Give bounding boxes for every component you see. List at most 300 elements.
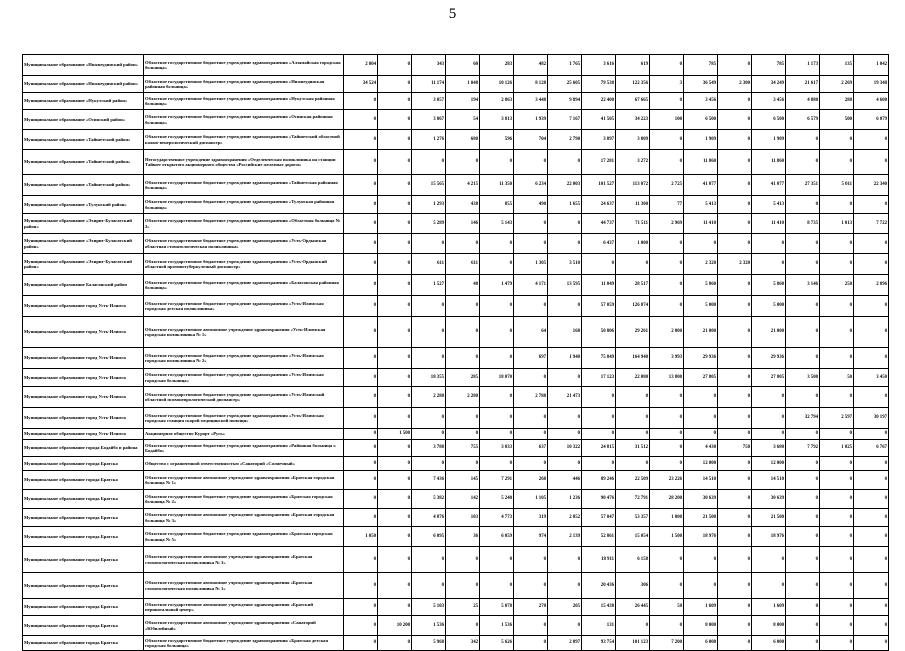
value-cell: 2 280 xyxy=(412,387,446,408)
value-cell: 0 xyxy=(378,509,412,527)
value-cell: 1 655 xyxy=(548,196,582,214)
value-cell: 3 146 xyxy=(786,275,820,296)
value-cell: 0 xyxy=(854,429,889,440)
value-cell: 0 xyxy=(514,547,548,573)
value-cell: 4 600 xyxy=(854,93,889,110)
value-cell: 5 000 xyxy=(684,296,718,317)
value-cell: 1 293 xyxy=(412,196,446,214)
organization-cell: Областное государственное бюджетное учреждение здравоохранения «Братская городская больница № 2» xyxy=(144,490,344,509)
value-cell: 0 xyxy=(650,573,684,599)
municipality-cell: Муниципальное образование города Братска xyxy=(23,471,144,490)
municipality-cell: Муниципальное образование города Братска xyxy=(23,490,144,509)
value-cell: 0 xyxy=(344,369,378,387)
value-cell: 0 xyxy=(480,234,514,254)
value-cell: 14 510 xyxy=(684,471,718,490)
value-cell: 11 049 xyxy=(582,275,616,296)
value-cell: 6 059 xyxy=(480,527,514,547)
value-cell: 1 025 xyxy=(820,440,854,457)
municipality-cell: Муниципальное образование города Братска xyxy=(23,573,144,599)
value-cell: 22 400 xyxy=(582,93,616,110)
value-cell: 342 xyxy=(446,636,480,651)
value-cell: 0 xyxy=(548,296,582,317)
value-cell: 0 xyxy=(412,234,446,254)
value-cell: 41 505 xyxy=(582,110,616,130)
value-cell: 0 xyxy=(786,527,820,547)
value-cell: 0 xyxy=(514,369,548,387)
value-cell: 5 413 xyxy=(684,196,718,214)
value-cell: 0 xyxy=(820,296,854,317)
value-cell: 1 050 xyxy=(344,527,378,547)
value-cell: 122 356 xyxy=(616,76,650,93)
value-cell: 0 xyxy=(548,150,582,175)
value-cell: 24 815 xyxy=(582,440,616,457)
value-cell: 0 xyxy=(412,317,446,348)
value-cell: 0 xyxy=(718,130,752,150)
value-cell: 0 xyxy=(752,254,786,275)
value-cell: 79 538 xyxy=(582,76,616,93)
value-cell: 0 xyxy=(786,573,820,599)
value-cell: 34 249 xyxy=(752,76,786,93)
value-cell: 29 936 xyxy=(752,348,786,369)
value-cell: 6 500 xyxy=(684,110,718,130)
value-cell: 3 616 xyxy=(582,55,616,76)
value-cell: 0 xyxy=(344,471,378,490)
value-cell: 637 xyxy=(514,440,548,457)
value-cell: 343 xyxy=(412,55,446,76)
value-cell: 0 xyxy=(718,348,752,369)
value-cell: 0 xyxy=(650,616,684,636)
table-row xyxy=(23,150,889,175)
value-cell: 0 xyxy=(718,196,752,214)
value-cell: 34 524 xyxy=(344,76,378,93)
value-cell: 18 911 xyxy=(582,547,616,573)
value-cell: 4 876 xyxy=(412,509,446,527)
value-cell: 0 xyxy=(582,457,616,471)
value-cell: 0 xyxy=(786,547,820,573)
value-cell: 0 xyxy=(820,636,854,651)
value-cell: 0 xyxy=(344,196,378,214)
value-cell: 142 xyxy=(446,490,480,509)
value-cell: 785 xyxy=(684,55,718,76)
value-cell: 5 968 xyxy=(412,636,446,651)
value-cell: 0 xyxy=(718,296,752,317)
value-cell: 0 xyxy=(412,408,446,429)
value-cell: 32 794 xyxy=(786,408,820,429)
value-cell: 0 xyxy=(786,636,820,651)
value-cell: 2 300 xyxy=(718,76,752,93)
value-cell: 0 xyxy=(412,348,446,369)
value-cell: 11 300 xyxy=(616,196,650,214)
municipality-cell: Муниципальное образование города Братска xyxy=(23,457,144,471)
value-cell: 2 597 xyxy=(820,408,854,429)
value-cell: 0 xyxy=(412,150,446,175)
organization-cell: Негосударственное учреждение здравоохранения «Отделенческая поликлиника на станции Тайшет открытого акционерного общества «Российские железные дороги» xyxy=(144,150,344,175)
value-cell: 0 xyxy=(480,348,514,369)
value-cell: 306 xyxy=(616,573,650,599)
value-cell: 0 xyxy=(548,408,582,429)
organization-cell: Областное государственное бюджетное учреждение здравоохранения «Усть-Илимская городская больница» xyxy=(144,369,344,387)
value-cell: 0 xyxy=(854,457,889,471)
table-row xyxy=(23,573,889,599)
value-cell: 0 xyxy=(514,616,548,636)
value-cell: 0 xyxy=(650,254,684,275)
municipality-cell: Муниципальное образование город Усть-Илимск xyxy=(23,387,144,408)
value-cell: 5 413 xyxy=(752,196,786,214)
value-cell: 285 xyxy=(446,369,480,387)
value-cell: 0 xyxy=(378,408,412,429)
value-cell: 13 800 xyxy=(650,369,684,387)
value-cell: 27 805 xyxy=(752,369,786,387)
value-cell: 205 xyxy=(548,599,582,616)
municipality-cell: Муниципальное образование город Усть-Илимск xyxy=(23,369,144,387)
value-cell: 57 047 xyxy=(582,509,616,527)
value-cell: 0 xyxy=(378,369,412,387)
value-cell: 0 xyxy=(344,275,378,296)
value-cell: 0 xyxy=(514,234,548,254)
value-cell: 3 809 xyxy=(616,130,650,150)
value-cell: 3 033 xyxy=(480,440,514,457)
value-cell: 14 510 xyxy=(752,471,786,490)
value-cell: 18 070 xyxy=(480,369,514,387)
municipality-cell: Муниципальное образование «Эхирит-Булагатский район» xyxy=(23,254,144,275)
value-cell: 31 512 xyxy=(616,440,650,457)
value-cell: 0 xyxy=(446,317,480,348)
value-cell: 0 xyxy=(582,429,616,440)
table-row xyxy=(23,408,889,429)
table-row xyxy=(23,636,889,651)
value-cell: 0 xyxy=(820,527,854,547)
value-cell: 0 xyxy=(344,348,378,369)
value-cell: 319 xyxy=(514,509,548,527)
value-cell: 4 430 xyxy=(684,440,718,457)
value-cell: 2 052 xyxy=(548,509,582,527)
value-cell: 0 xyxy=(752,387,786,408)
value-cell: 3 272 xyxy=(616,150,650,175)
value-cell: 270 xyxy=(514,599,548,616)
page-number: 5 xyxy=(448,6,457,22)
value-cell: 1 527 xyxy=(412,275,446,296)
value-cell: 0 xyxy=(344,387,378,408)
municipality-cell: Муниципальное образование Балаганский район xyxy=(23,275,144,296)
value-cell: 8 000 xyxy=(752,616,786,636)
value-cell: 5 860 xyxy=(684,275,718,296)
value-cell: 5 240 xyxy=(480,490,514,509)
value-cell: 0 xyxy=(786,429,820,440)
value-cell: 48 xyxy=(446,275,480,296)
value-cell: 0 xyxy=(718,490,752,509)
value-cell: 0 xyxy=(786,130,820,150)
table-row xyxy=(23,599,889,616)
value-cell: 0 xyxy=(378,573,412,599)
organization-cell: Областное государственное бюджетное учреждение здравоохранения «Тулунская районная больница» xyxy=(144,196,344,214)
value-cell: 11 860 xyxy=(752,150,786,175)
value-cell: 785 xyxy=(752,55,786,76)
value-cell: 0 xyxy=(650,130,684,150)
value-cell: 0 xyxy=(616,616,650,636)
value-cell: 490 xyxy=(514,196,548,214)
value-cell: 283 xyxy=(480,55,514,76)
value-cell: 12 000 xyxy=(684,457,718,471)
value-cell: 5 078 xyxy=(480,599,514,616)
value-cell: 0 xyxy=(378,76,412,93)
value-cell: 0 xyxy=(718,457,752,471)
value-cell: 0 xyxy=(684,408,718,429)
value-cell: 0 xyxy=(446,296,480,317)
value-cell: 0 xyxy=(854,348,889,369)
table-row xyxy=(23,527,889,547)
organization-cell: Областное государственное автономное учреждение здравоохранения «Братская городская больница № 1» xyxy=(144,471,344,490)
value-cell: 1 305 xyxy=(514,254,548,275)
value-cell: 1 536 xyxy=(412,616,446,636)
value-cell: 0 xyxy=(514,573,548,599)
value-cell: 596 xyxy=(480,130,514,150)
value-cell: 855 xyxy=(480,196,514,214)
table-row xyxy=(23,76,889,93)
value-cell: 0 xyxy=(412,547,446,573)
value-cell: 0 xyxy=(616,457,650,471)
value-cell: 60 xyxy=(446,55,480,76)
value-cell: 2 139 xyxy=(548,527,582,547)
table-row xyxy=(23,55,889,76)
value-cell: 0 xyxy=(684,429,718,440)
value-cell: 0 xyxy=(820,490,854,509)
value-cell: 0 xyxy=(854,573,889,599)
value-cell: 0 xyxy=(344,317,378,348)
value-cell: 3 456 xyxy=(752,93,786,110)
value-cell: 0 xyxy=(344,636,378,651)
value-cell: 6 095 xyxy=(412,527,446,547)
value-cell: 126 874 xyxy=(616,296,650,317)
table-row xyxy=(23,296,889,317)
value-cell: 0 xyxy=(786,490,820,509)
value-cell: 1 536 xyxy=(480,616,514,636)
organization-cell: Областное государственное бюджетное учреждение здравоохранения «Братская детская городская больница» xyxy=(144,636,344,651)
value-cell: 0 xyxy=(344,214,378,234)
organization-cell: Областное государственное бюджетное учреждение здравоохранения «Усть-Илимская городская станция скорой медицинской помощи» xyxy=(144,408,344,429)
value-cell: 0 xyxy=(820,317,854,348)
table-row xyxy=(23,254,889,275)
value-cell: 6 079 xyxy=(854,110,889,130)
municipality-cell: Муниципальное образование «Тайшетский район» xyxy=(23,175,144,196)
value-cell: 29 261 xyxy=(616,317,650,348)
value-cell: 0 xyxy=(480,387,514,408)
value-cell: 0 xyxy=(480,547,514,573)
value-cell: 15 438 xyxy=(582,599,616,616)
value-cell: 0 xyxy=(480,429,514,440)
organization-cell: Областное государственное автономное учреждение здравоохранения «Усть-Илимская городская поликлиника № 1» xyxy=(144,317,344,348)
organization-cell: Областное государственное бюджетное учреждение здравоохранения «Тайшетская районная больница» xyxy=(144,175,344,196)
value-cell: 0 xyxy=(480,317,514,348)
value-cell: 2 790 xyxy=(548,130,582,150)
value-cell: 0 xyxy=(616,429,650,440)
municipality-cell: Муниципальное образование города Братска xyxy=(23,616,144,636)
municipality-cell: Муниципальное образование города Братска xyxy=(23,509,144,527)
value-cell: 103 xyxy=(446,509,480,527)
value-cell: 53 357 xyxy=(616,509,650,527)
organization-cell: Общество с ограниченной ответственностью «Санаторий «Солнечный» xyxy=(144,457,344,471)
value-cell: 0 xyxy=(786,196,820,214)
value-cell: 0 xyxy=(480,150,514,175)
value-cell: 0 xyxy=(854,296,889,317)
value-cell: 36 549 xyxy=(684,76,718,93)
organization-cell: Областное государственное бюджетное учреждение здравоохранения «Усть-Ордынская областная стоматологическая поликлиника» xyxy=(144,234,344,254)
value-cell: 7 200 xyxy=(650,636,684,651)
value-cell: 0 xyxy=(650,440,684,457)
table-body xyxy=(23,55,889,651)
value-cell: 7 436 xyxy=(412,471,446,490)
value-cell: 0 xyxy=(718,527,752,547)
value-cell: 0 xyxy=(650,55,684,76)
value-cell: 0 xyxy=(378,110,412,130)
table-row xyxy=(23,387,889,408)
value-cell: 0 xyxy=(718,616,752,636)
value-cell: 6 234 xyxy=(514,175,548,196)
value-cell: 15 054 xyxy=(616,527,650,547)
value-cell: 3 788 xyxy=(412,440,446,457)
value-cell: 0 xyxy=(854,387,889,408)
value-cell: 0 xyxy=(820,573,854,599)
value-cell: 75 849 xyxy=(582,348,616,369)
value-cell: 0 xyxy=(582,408,616,429)
municipality-cell: Муниципальное образование «Нукутский район» xyxy=(23,93,144,110)
value-cell: 7 167 xyxy=(548,110,582,130)
value-cell: 0 xyxy=(854,599,889,616)
value-cell: 7 291 xyxy=(480,471,514,490)
table-row xyxy=(23,490,889,509)
value-cell: 21 000 xyxy=(752,317,786,348)
value-cell: 0 xyxy=(820,616,854,636)
value-cell: 0 xyxy=(820,599,854,616)
value-cell: 50 806 xyxy=(582,317,616,348)
value-cell: 0 xyxy=(820,196,854,214)
municipality-cell: Муниципальное образование «Эхирит-Булагатский район» xyxy=(23,234,144,254)
value-cell: 0 xyxy=(786,509,820,527)
value-cell: 0 xyxy=(378,440,412,457)
value-cell: 22 340 xyxy=(854,175,889,196)
value-cell: 974 xyxy=(514,527,548,547)
value-cell: 0 xyxy=(378,457,412,471)
value-cell: 2 280 xyxy=(446,387,480,408)
organization-cell: Областное государственное автономное учреждение здравоохранения «Братский перинатальный центр» xyxy=(144,599,344,616)
value-cell: 57 059 xyxy=(582,296,616,317)
value-cell: 13 595 xyxy=(548,275,582,296)
value-cell: 8 000 xyxy=(684,616,718,636)
value-cell: 0 xyxy=(854,196,889,214)
value-cell: 3 867 xyxy=(412,110,446,130)
value-cell: 0 xyxy=(378,234,412,254)
value-cell: 0 xyxy=(616,408,650,429)
value-cell: 0 xyxy=(684,547,718,573)
value-cell: 5 011 xyxy=(820,175,854,196)
value-cell: 0 xyxy=(378,275,412,296)
value-cell: 1 236 xyxy=(548,490,582,509)
data-table-wrapper xyxy=(22,54,888,651)
value-cell: 19 348 xyxy=(854,76,889,93)
value-cell: 0 xyxy=(344,110,378,130)
value-cell: 0 xyxy=(548,214,582,234)
value-cell: 3 680 xyxy=(752,440,786,457)
value-cell: 0 xyxy=(548,457,582,471)
value-cell: 0 xyxy=(718,573,752,599)
value-cell: 2 969 xyxy=(650,214,684,234)
municipality-cell: Муниципальное образование «Тайшетский район» xyxy=(23,130,144,150)
value-cell: 0 xyxy=(378,55,412,76)
municipality-cell: Муниципальное образование город Усть-Илимск xyxy=(23,408,144,429)
table-row xyxy=(23,457,889,471)
organization-cell: Областное государственное бюджетное учреждение здравоохранения «Нижнеудинская районная больница» xyxy=(144,76,344,93)
value-cell: 2 788 xyxy=(514,387,548,408)
value-cell: 6 579 xyxy=(786,110,820,130)
value-cell: 54 xyxy=(446,110,480,130)
table-row xyxy=(23,429,889,440)
value-cell: 131 xyxy=(582,616,616,636)
value-cell: 11 174 xyxy=(412,76,446,93)
value-cell: 3 500 xyxy=(786,369,820,387)
value-cell: 0 xyxy=(854,636,889,651)
value-cell: 0 xyxy=(378,214,412,234)
value-cell: 27 351 xyxy=(786,175,820,196)
value-cell: 0 xyxy=(718,150,752,175)
value-cell: 0 xyxy=(378,599,412,616)
value-cell: 30 639 xyxy=(684,490,718,509)
municipality-cell: Муниципальное образование «Тулунский район» xyxy=(23,196,144,214)
value-cell: 0 xyxy=(786,599,820,616)
value-cell: 1 500 xyxy=(650,527,684,547)
value-cell: 41 077 xyxy=(752,175,786,196)
value-cell: 0 xyxy=(446,616,480,636)
value-cell: 0 xyxy=(514,408,548,429)
value-cell: 0 xyxy=(344,130,378,150)
value-cell: 7 722 xyxy=(854,214,889,234)
value-cell: 93 754 xyxy=(582,636,616,651)
value-cell: 0 xyxy=(344,490,378,509)
value-cell: 611 xyxy=(412,254,446,275)
value-cell: 0 xyxy=(344,440,378,457)
value-cell: 11 410 xyxy=(752,214,786,234)
value-cell: 1 013 xyxy=(820,214,854,234)
value-cell: 0 xyxy=(752,234,786,254)
value-cell: 5 103 xyxy=(412,599,446,616)
value-cell: 0 xyxy=(378,296,412,317)
value-cell: 446 xyxy=(548,471,582,490)
value-cell: 1 500 xyxy=(378,429,412,440)
value-cell: 1 940 xyxy=(548,348,582,369)
table-row xyxy=(23,547,889,573)
value-cell: 44 737 xyxy=(582,214,616,234)
value-cell: 21 000 xyxy=(684,317,718,348)
value-cell: 1 909 xyxy=(684,130,718,150)
value-cell: 18 976 xyxy=(684,527,718,547)
value-cell: 0 xyxy=(548,429,582,440)
value-cell: 3 057 xyxy=(412,93,446,110)
value-cell: 0 xyxy=(344,599,378,616)
value-cell: 6 500 xyxy=(752,110,786,130)
value-cell: 0 xyxy=(344,175,378,196)
organization-cell: Областное государственное автономное учреждение здравоохранения «Братская стоматологическая поликлиника № 1» xyxy=(144,573,344,599)
municipality-cell: Муниципальное образование «Эхирит-Булагатский район» xyxy=(23,214,144,234)
organization-cell: Областное государственное бюджетное учреждение здравоохранения «Балаганская районная больница» xyxy=(144,275,344,296)
value-cell: 0 xyxy=(446,234,480,254)
value-cell: 0 xyxy=(616,254,650,275)
value-cell: 0 xyxy=(412,429,446,440)
value-cell: 0 xyxy=(752,429,786,440)
value-cell: 0 xyxy=(718,509,752,527)
value-cell: 1 479 xyxy=(480,275,514,296)
value-cell: 3 993 xyxy=(650,348,684,369)
value-cell: 0 xyxy=(548,573,582,599)
value-cell: 1 173 xyxy=(786,55,820,76)
value-cell: 1 000 xyxy=(616,234,650,254)
